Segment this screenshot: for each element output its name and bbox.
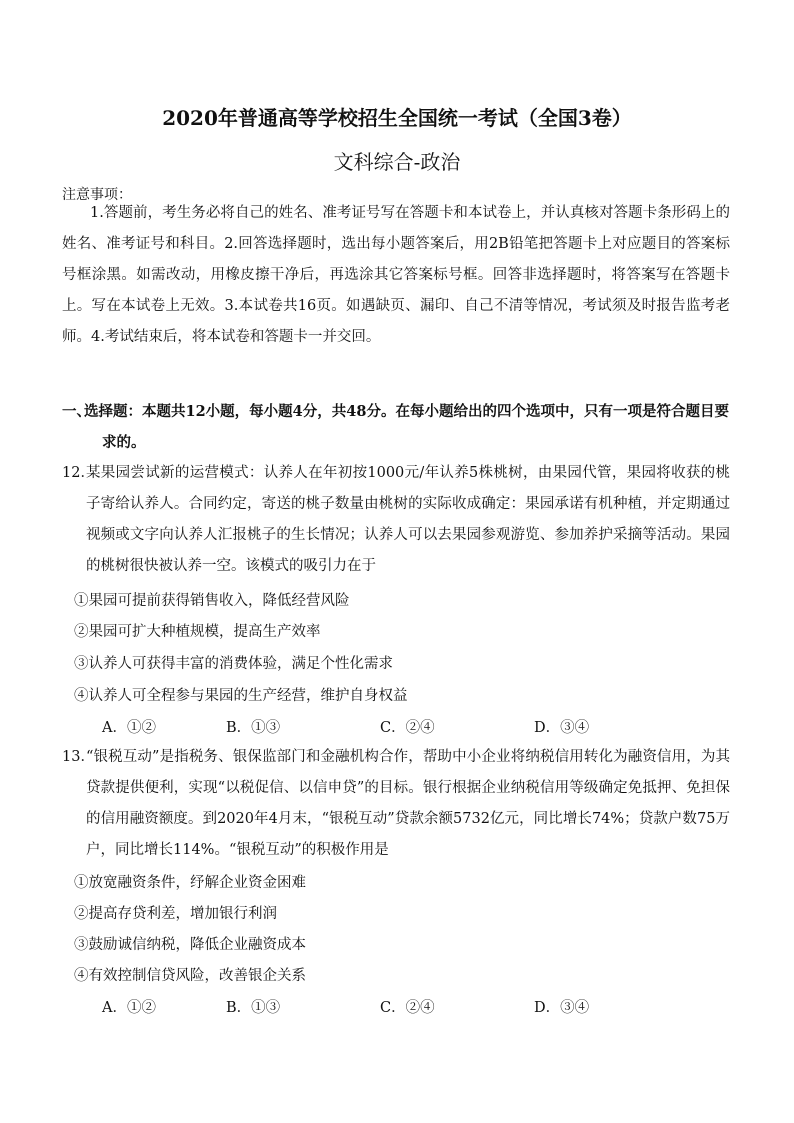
question-12-answer-d[interactable]: D．③④	[534, 720, 590, 736]
question-13-answer-a[interactable]: A．①②	[102, 1000, 156, 1016]
question-stem: 某果园尝试新的运营模式：认养人在年初按1000元/年认养5株桃树，由果园代管，果园将收获的桃子寄给认养人。合同约定，寄送的桃子数量由桃树的实际收成确定：果园承诺有机种植，并定期通过视频或文字向认养人汇报桃子的生长情况；认养人可以去果园参观游览、参加养护采摘等活动。果园的桃树很快被认养一空。该模式的吸引力在于	[86, 465, 730, 574]
question-stem: “银税互动”是指税务、银保监部门和金融机构合作，帮助中小企业将纳税信用转化为融资信用，为其贷款提供便利，实现“以税促信、以信申贷”的目标。银行根据企业纳税信用等级确定免抵押、免担保的信用融资额度。到2020年4月末，“银税互动”贷款余额5732亿元，同比增长74%；贷款户数75万户，同比增长114%。“银税互动”的积极作用是	[86, 749, 730, 858]
question-13-item-4: ④有效控制信贷风险，改善银企关系	[74, 968, 306, 984]
section-number: 一、	[62, 403, 91, 420]
notes-body: 1.答题前，考生务必将自己的姓名、准考证号写在答题卡和本试卷上，并认真核对答题卡条形码上的姓名、准考证号和科目。2.回答选择题时，选出每小题答案后，用2B铅笔把答题卡上对应题目的答案标号框涂黑。如需改动，用橡皮擦干净后，再选涂其它答案标号框。回答非选择题时，将答案写在答题卡上。写在本试卷上无效。3.本试卷共16页。如遇缺页、漏印、自己不清等情况，考试须及时报告监考老师。4.考试结束后，将本试卷和答题卡一并交回。	[62, 205, 730, 345]
question-13-item-2: ②提高存贷利差，增加银行利润	[74, 906, 277, 922]
question-12	[62, 458, 730, 582]
question-13	[62, 742, 730, 866]
question-12-item-1: ①果园可提前获得销售收入，降低经营风险	[74, 593, 350, 609]
question-13-answer-b[interactable]: B．①③	[226, 1000, 281, 1016]
question-12-item-3: ③认养人可获得丰富的消费体验，满足个性化需求	[74, 656, 393, 672]
question-12-answer-b[interactable]: B．①③	[226, 720, 281, 736]
section-text: 选择题：本题共12小题，每小题4分，共48分。在每小题给出的四个选项中，只有一项是符合题目要求的。	[84, 403, 729, 451]
question-number: 12．	[62, 465, 95, 481]
question-13-item-1: ①放宽融资条件，纾解企业资金困难	[74, 875, 306, 891]
exam-subtitle: 文科综合-政治	[333, 150, 461, 174]
notes-label: 注意事项：	[62, 187, 132, 203]
question-13-item-3: ③鼓励诚信纳税，降低企业融资成本	[74, 937, 306, 953]
question-12-item-4: ④认养人可全程参与果园的生产经营，维护自身权益	[74, 688, 408, 704]
question-13-answer-c[interactable]: C．②④	[380, 1000, 435, 1016]
section-heading	[62, 396, 730, 458]
question-12-item-2: ②果园可扩大种植规模，提高生产效率	[74, 624, 321, 640]
exam-title: 2020年普通高等学校招生全国统一考试（全国3卷）	[162, 106, 632, 130]
question-number: 13．	[62, 749, 95, 765]
question-12-answer-c[interactable]: C．②④	[380, 720, 435, 736]
question-13-answer-d[interactable]: D．③④	[534, 1000, 590, 1016]
question-12-answer-a[interactable]: A．①②	[102, 720, 156, 736]
